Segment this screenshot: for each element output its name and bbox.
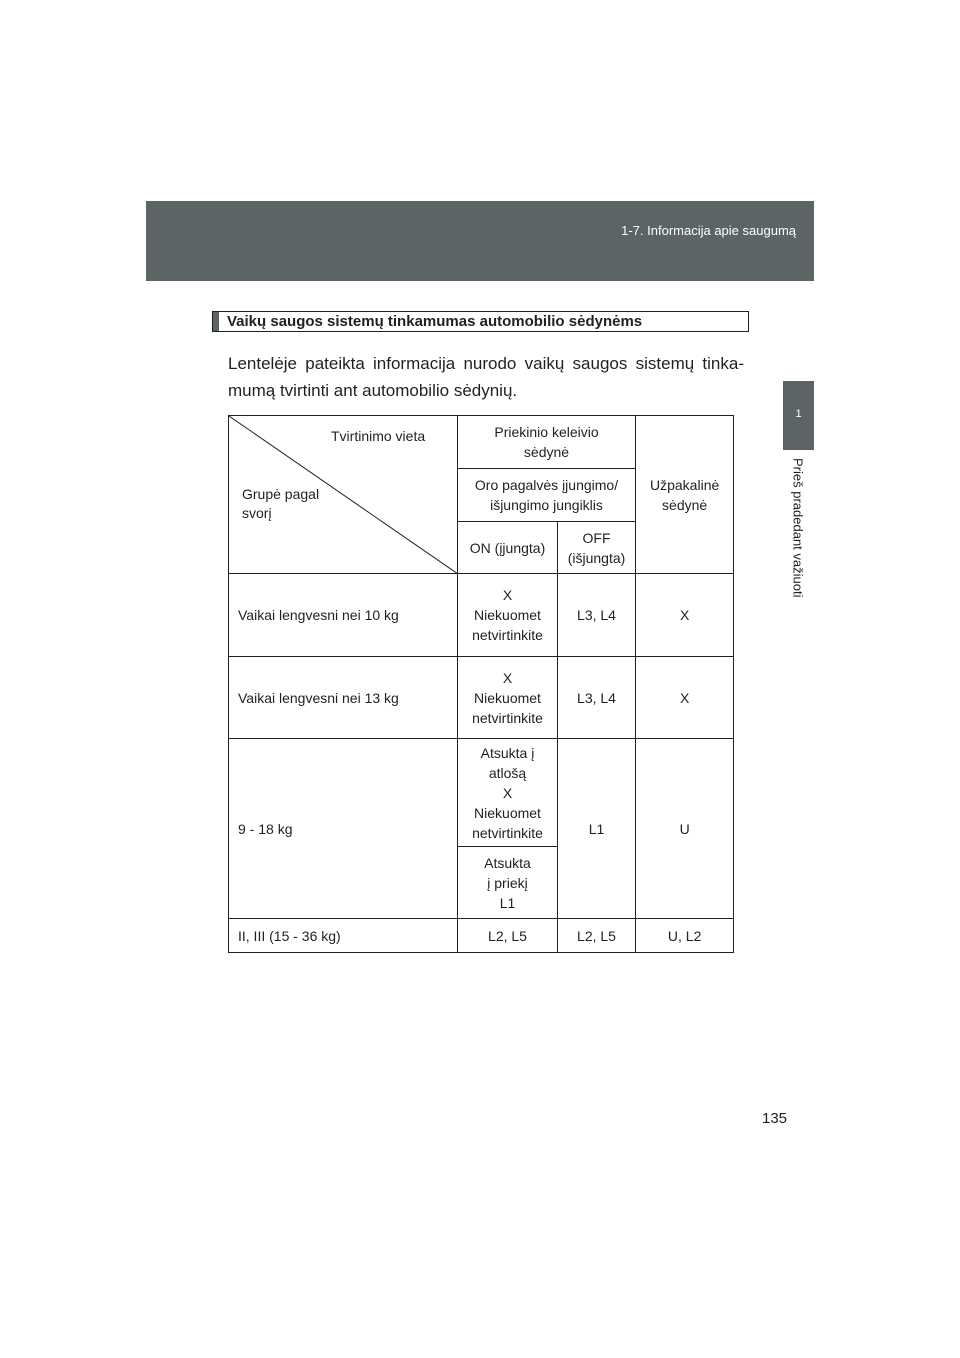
weight-group-cell: Vaikai lengvesni nei 10 kg <box>229 574 458 657</box>
chapter-header-band <box>146 201 814 281</box>
airbag-on-cell: L2, L5 <box>458 919 558 953</box>
table-row <box>229 739 734 847</box>
chapter-tab <box>783 381 814 450</box>
airbag-off-cell: L2, L5 <box>558 919 636 953</box>
rear-facing-cell: Atsukta į atlošą X Niekuomet netvirtinkite <box>458 739 558 847</box>
rear-seat-cell: U, L2 <box>636 919 734 953</box>
airbag-off-cell: L3, L4 <box>558 657 636 739</box>
chapter-number: 1 <box>795 408 802 420</box>
rear-seat-cell: U <box>636 739 734 919</box>
weight-group-cell: 9 - 18 kg <box>229 739 458 919</box>
on-header: ON (įjungta) <box>458 522 558 574</box>
front-seat-header: Priekinio keleivio sėdynė <box>458 416 636 469</box>
section-title: Vaikų saugos sistemų tinkamumas automobilio sėdynėms <box>227 313 643 330</box>
airbag-off-cell: L3, L4 <box>558 574 636 657</box>
breadcrumb: 1-7. Informacija apie saugumą <box>621 223 796 238</box>
table-row <box>229 574 734 657</box>
rear-seat-cell: X <box>636 574 734 657</box>
rear-seat-header: Užpakalinė sėdynė <box>636 416 734 574</box>
section-heading <box>212 311 749 332</box>
forward-facing-cell: Atsukta į priekį L1 <box>458 847 558 919</box>
off-header: OFF (išjungta) <box>558 522 636 574</box>
compatibility-table <box>228 415 734 953</box>
airbag-on-cell: X Niekuomet netvirtinkite <box>458 657 558 739</box>
airbag-switch-header: Oro pagalvės įjungimo/ išjungimo jungiklis <box>458 469 636 522</box>
weight-group-label: Grupė pagal svorį <box>242 486 320 521</box>
table-row <box>229 919 734 953</box>
table-row <box>229 657 734 739</box>
corner-header-cell <box>229 416 458 574</box>
weight-group-cell: II, III (15 - 36 kg) <box>229 919 458 953</box>
page-number: 135 <box>762 1110 788 1127</box>
intro-paragraph: Lentelėje pateikta informacija nurodo vaikų saugos sistemų tinka-mumą tvirtinti ant automobilio sėdynių. <box>228 354 744 400</box>
airbag-off-cell: L1 <box>558 739 636 919</box>
chapter-title: Prieš pradedant važiuoti <box>790 458 806 598</box>
mounting-location-label: Tvirtinimo vieta <box>331 428 426 444</box>
airbag-on-cell: X Niekuomet netvirtinkite <box>458 574 558 657</box>
rear-seat-cell: X <box>636 657 734 739</box>
heading-marker <box>213 312 219 331</box>
weight-group-cell: Vaikai lengvesni nei 13 kg <box>229 657 458 739</box>
